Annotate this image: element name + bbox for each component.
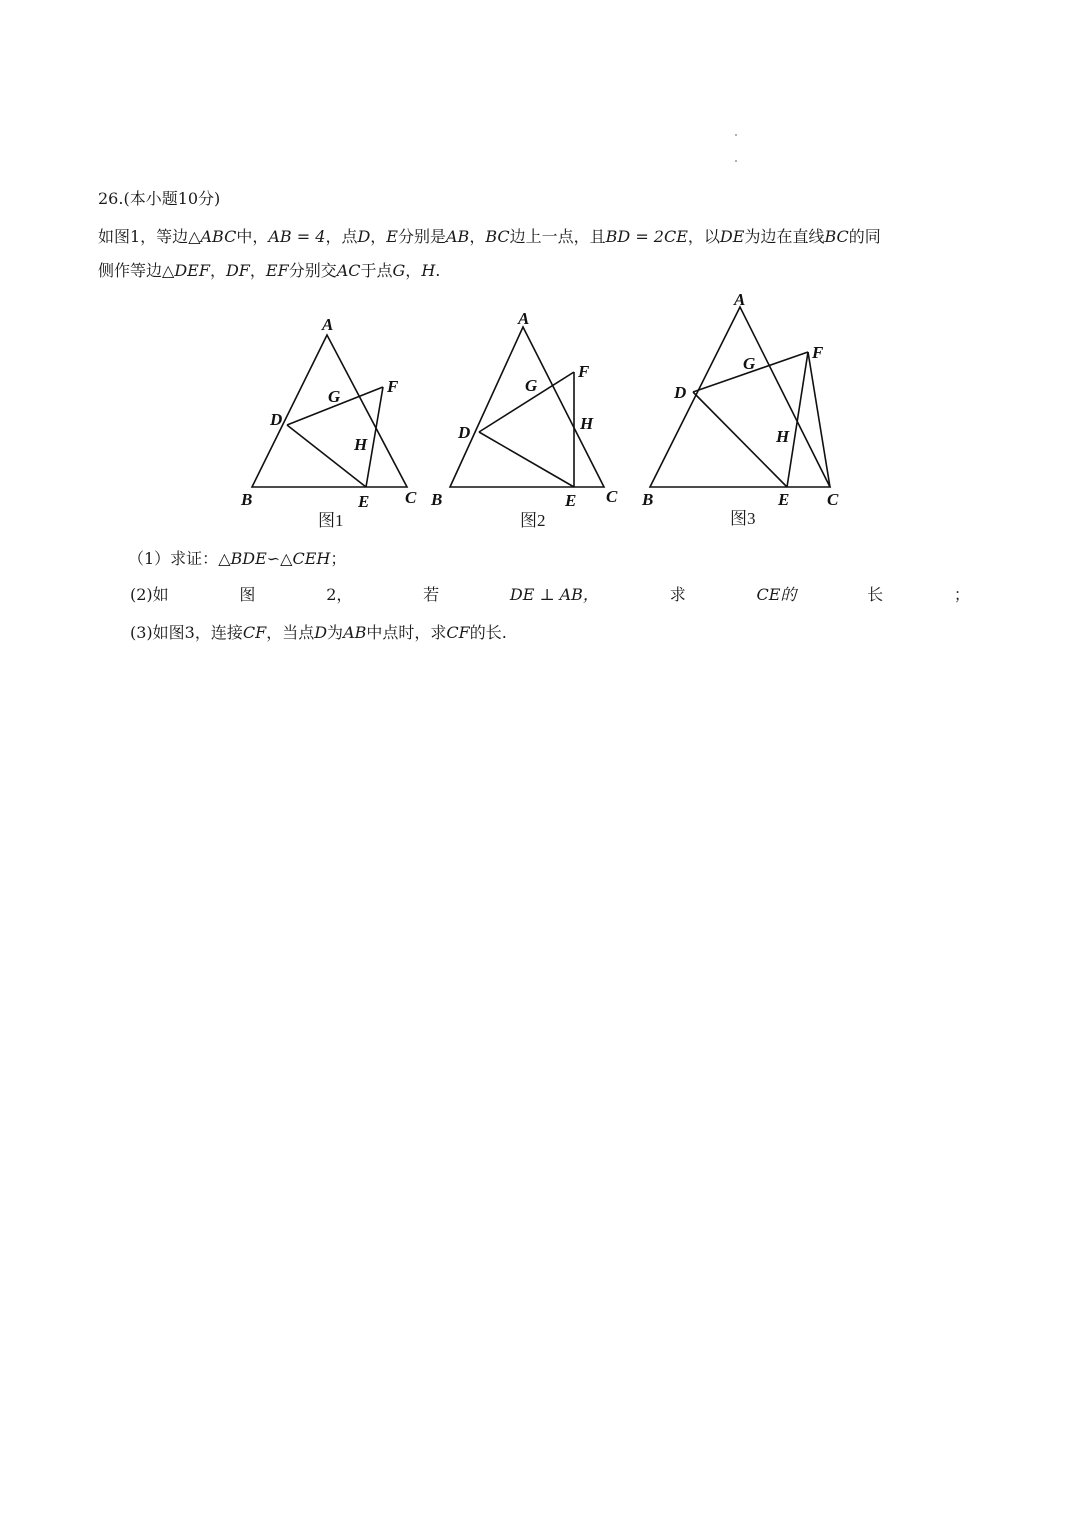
label-e: E bbox=[358, 492, 370, 511]
math-run: H bbox=[421, 261, 436, 280]
figure-2 bbox=[428, 309, 628, 512]
math-run: E bbox=[386, 227, 398, 246]
question-2-part: (2)如 bbox=[130, 585, 169, 604]
math-run: AB = 4 bbox=[268, 227, 326, 246]
text-run: 的同 bbox=[848, 227, 881, 246]
question-2-part: ； bbox=[953, 585, 970, 604]
segment-ef bbox=[787, 352, 808, 487]
text-run: ， bbox=[249, 261, 266, 280]
label-g: G bbox=[743, 354, 756, 373]
stem-line-2 bbox=[98, 254, 988, 288]
math-run: BC bbox=[824, 227, 849, 246]
text-run: 边上一点，且 bbox=[509, 227, 606, 246]
label-c: C bbox=[606, 487, 618, 506]
label-d: D bbox=[458, 423, 471, 442]
label-a: A bbox=[518, 309, 530, 328]
label-d: D bbox=[674, 383, 687, 402]
math-run: D bbox=[314, 623, 328, 642]
text-run: ， bbox=[405, 261, 422, 280]
label-f: F bbox=[387, 377, 399, 396]
math-run: AC bbox=[336, 261, 361, 280]
question-2-part: 2， bbox=[326, 585, 353, 604]
label-h: H bbox=[580, 414, 594, 433]
text-run: 中点时，求 bbox=[366, 623, 447, 642]
label-a: A bbox=[322, 315, 334, 334]
math-run: AB bbox=[446, 227, 470, 246]
figures-row bbox=[230, 292, 850, 542]
question-2-part: 图 bbox=[239, 585, 256, 604]
math-run: D bbox=[357, 227, 371, 246]
question-header: 26.(本小题10分) bbox=[98, 189, 221, 208]
figure-1 bbox=[230, 312, 430, 512]
label-d: D bbox=[270, 410, 283, 429]
text-run: 为 bbox=[327, 623, 344, 642]
question-stem bbox=[98, 220, 988, 288]
question-1-prefix: （1）求证： bbox=[128, 549, 219, 568]
math-run: AB bbox=[343, 623, 367, 642]
question-2-part: CE的 bbox=[756, 585, 797, 604]
math-run: △DEF bbox=[162, 261, 210, 280]
math-run: CF bbox=[242, 623, 267, 642]
figure-2-caption: 图2 bbox=[520, 511, 546, 530]
math-run: △ABC bbox=[188, 227, 237, 246]
figure-3 bbox=[630, 290, 839, 512]
label-g: G bbox=[525, 376, 538, 395]
label-c: C bbox=[405, 488, 417, 507]
figure-3-caption: 图3 bbox=[730, 509, 756, 528]
segment-de bbox=[479, 432, 574, 487]
scan-dot bbox=[735, 134, 737, 136]
label-f: F bbox=[812, 343, 824, 362]
text-run: 的长. bbox=[469, 623, 507, 642]
text-run: . bbox=[435, 261, 441, 280]
scan-dot bbox=[735, 160, 737, 162]
text-run: (3)如图3，连接 bbox=[130, 623, 243, 642]
label-f: F bbox=[578, 362, 590, 381]
text-run: 侧作等边 bbox=[98, 261, 163, 280]
math-run: BC bbox=[485, 227, 510, 246]
text-run: 中， bbox=[236, 227, 269, 246]
text-run: ，点 bbox=[325, 227, 358, 246]
question-3 bbox=[130, 620, 507, 643]
text-run: ，当点 bbox=[266, 623, 315, 642]
question-2-part: 求 bbox=[669, 585, 686, 604]
text-run: 分别是 bbox=[397, 227, 446, 246]
question-2-part: 长 bbox=[867, 585, 884, 604]
label-e: E bbox=[565, 491, 577, 510]
math-run: EF bbox=[265, 261, 289, 280]
text-run: 如图1，等边 bbox=[98, 227, 189, 246]
label-a: A bbox=[734, 290, 746, 309]
question-1-math: △BDE∽△CEH bbox=[218, 549, 331, 568]
math-run: DE bbox=[719, 227, 745, 246]
text-run: ，以 bbox=[687, 227, 720, 246]
math-run: DF bbox=[225, 261, 250, 280]
text-run: 分别交 bbox=[288, 261, 337, 280]
label-b: B bbox=[241, 490, 253, 509]
label-e: E bbox=[778, 490, 790, 509]
math-run: G bbox=[392, 261, 406, 280]
triangle-abc bbox=[450, 327, 604, 487]
figure-1-caption: 图1 bbox=[318, 511, 344, 530]
text-run: ， bbox=[370, 227, 387, 246]
question-1 bbox=[128, 546, 346, 569]
math-run: CF bbox=[446, 623, 470, 642]
label-b: B bbox=[642, 490, 654, 509]
segment-de bbox=[693, 392, 787, 487]
math-run: BD = 2CE bbox=[605, 227, 688, 246]
text-run: ， bbox=[469, 227, 486, 246]
text-run: 于点 bbox=[360, 261, 393, 280]
question-1-suffix: ； bbox=[330, 549, 347, 568]
label-h: H bbox=[354, 435, 368, 454]
label-c: C bbox=[827, 490, 839, 509]
label-b: B bbox=[431, 490, 443, 509]
question-2-part: DE ⊥ AB， bbox=[509, 585, 599, 604]
label-h: H bbox=[776, 427, 790, 446]
text-run: ， bbox=[209, 261, 226, 280]
question-2 bbox=[130, 582, 970, 605]
label-g: G bbox=[328, 387, 341, 406]
text-run: 为边在直线 bbox=[744, 227, 825, 246]
question-2-part: 若 bbox=[423, 585, 440, 604]
stem-line-1 bbox=[98, 220, 988, 254]
